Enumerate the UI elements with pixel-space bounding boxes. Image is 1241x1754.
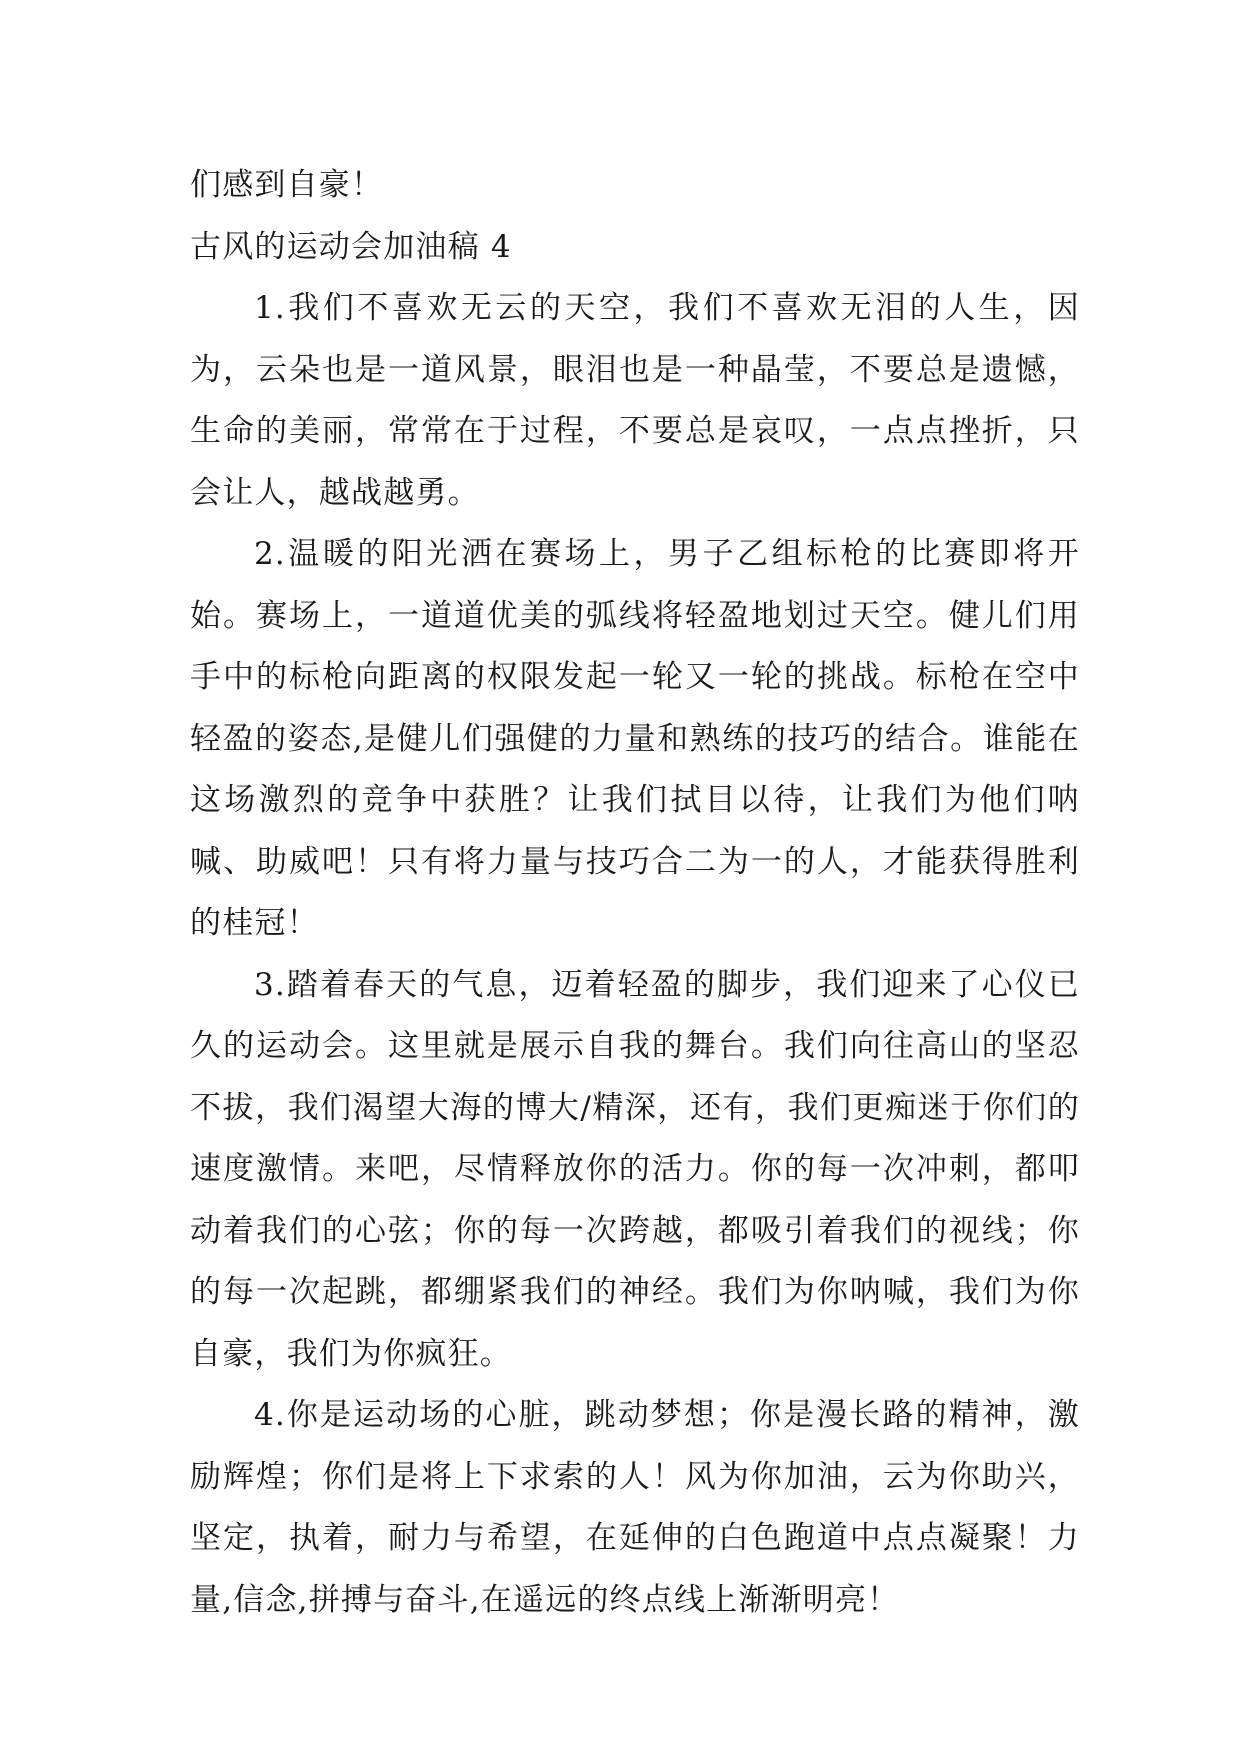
section-title: 古风的运动会加油稿 4 [190, 228, 512, 265]
paragraph-1: 1.我们不喜欢无云的天空，我们不喜欢无泪的人生，因为，云朵也是一道风景，眼泪也是一种晶莹，不要总是遗憾，生命的美丽，常常在于过程，不要总是哀叹，一点点挫折，只会让人，越战越勇。 [190, 290, 1080, 511]
paragraph-3: 3.踏着春天的气息，迈着轻盈的脚步，我们迎来了心仪已久的运动会。这里就是展示自我的舞台。我们向往高山的坚忍不拔，我们渴望大海的博大/精深，还有，我们更痴迷于你们的速度激情。来吧，尽情释放你的活力。你的每一次冲刺，都叩动着我们的心弦；你的每一次跨越，都吸引着我们的视线；你的每一次起跳，都绷紧我们的神经。我们为你呐喊，我们为你自豪，我们为你疯狂。 [190, 966, 1080, 1372]
paragraph-4: 4.你是运动场的心脏，跳动梦想；你是漫长路的精神，激励辉煌；你们是将上下求索的人！风为你加油，云为你助兴，坚定，执着，耐力与希望，在延伸的白色跑道中点点凝聚！力量,信念,拼搏与奋斗,在遥远的终点线上渐渐明亮！ [190, 1397, 1080, 1618]
document-body [190, 155, 1080, 1631]
paragraph-2: 2.温暖的阳光洒在赛场上，男子乙组标枪的比赛即将开始。赛场上，一道道优美的弧线将轻盈地划过天空。健儿们用手中的标枪向距离的权限发起一轮又一轮的挑战。标枪在空中轻盈的姿态,是健儿们强健的力量和熟练的技巧的结合。谁能在这场激烈的竞争中获胜？让我们拭目以待，让我们为他们呐喊、助威吧！只有将力量与技巧合二为一的人，才能获得胜利的桂冠！ [190, 536, 1080, 941]
continuation-text: 们感到自豪！ [190, 167, 384, 203]
